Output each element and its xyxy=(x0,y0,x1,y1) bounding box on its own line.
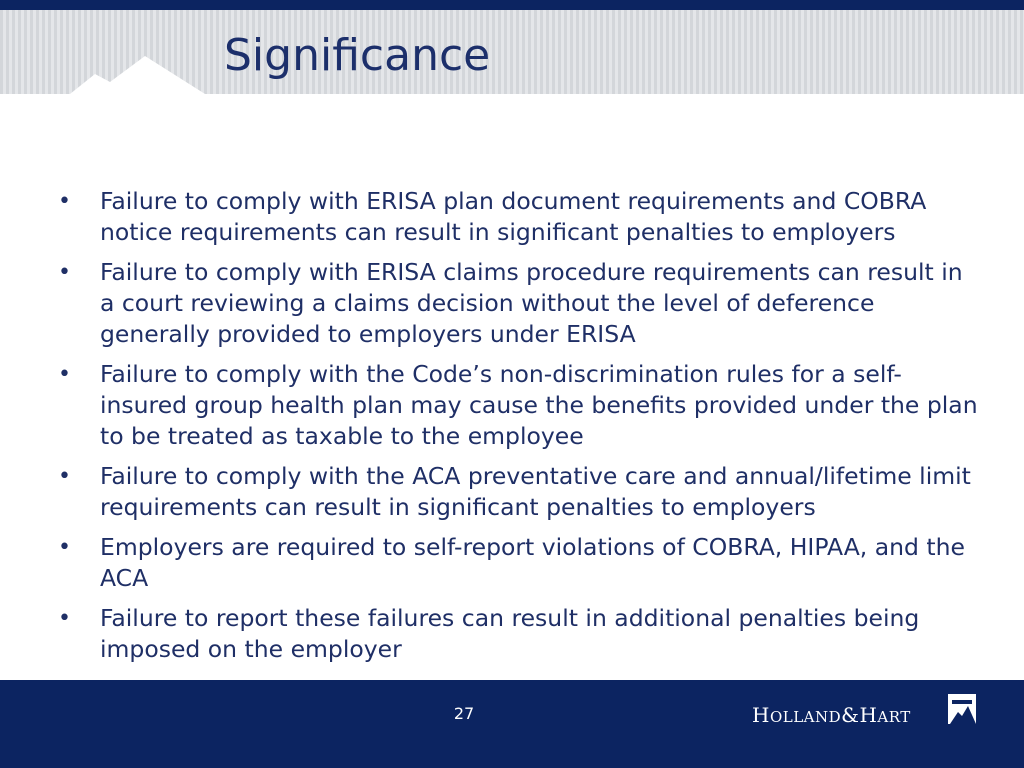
company-logo xyxy=(752,694,992,734)
bullet-dot: • xyxy=(58,606,71,631)
footer-bar xyxy=(0,680,1024,768)
mountain-logo-icon xyxy=(948,694,980,728)
bullet-item xyxy=(58,532,978,594)
bullet-item xyxy=(58,603,978,665)
bullet-item xyxy=(58,461,978,523)
bullet-text: Failure to comply with the Code’s non-discrimination rules for a self-insured group health plan may cause the benefits provided under the plan to be treated as taxable to the employee xyxy=(100,360,978,450)
bullet-dot: • xyxy=(58,260,71,285)
page-number: 27 xyxy=(453,704,475,723)
bullet-list xyxy=(58,186,978,674)
bullet-dot: • xyxy=(58,535,71,560)
bullet-text: Failure to comply with the ACA preventative care and annual/lifetime limit requirements can result in significant penalties to employers xyxy=(100,462,971,521)
slide-title: Significance xyxy=(224,30,491,81)
bullet-dot: • xyxy=(58,189,71,214)
top-accent-bar xyxy=(0,0,1024,10)
svg-text:HOLLAND&HART: HOLLAND&HART xyxy=(752,703,911,727)
bullet-dot: • xyxy=(58,362,71,387)
mountain-graphic xyxy=(0,10,260,94)
bullet-text: Failure to comply with ERISA plan document requirements and COBRA notice requirements can result in significant penalties to employers xyxy=(100,187,927,246)
bullet-item xyxy=(58,359,978,452)
bullet-item xyxy=(58,186,978,248)
bullet-text: Failure to report these failures can result in additional penalties being imposed on the employer xyxy=(100,604,920,663)
bullet-item xyxy=(58,257,978,350)
bullet-text: Failure to comply with ERISA claims procedure requirements can result in a court reviewing a claims decision without the level of deference generally provided to employers under ERISA xyxy=(100,258,963,348)
bullet-text: Employers are required to self-report violations of COBRA, HIPAA, and the ACA xyxy=(100,533,965,592)
bullet-dot: • xyxy=(58,464,71,489)
logo-wordmark xyxy=(752,700,948,730)
